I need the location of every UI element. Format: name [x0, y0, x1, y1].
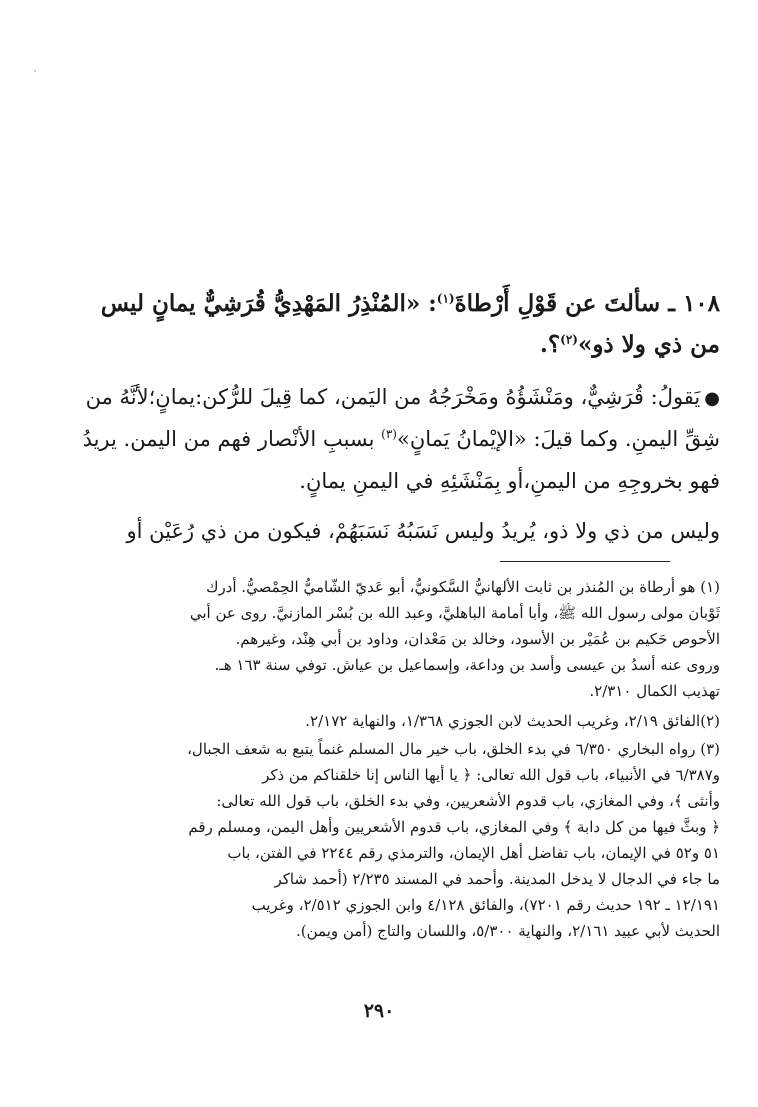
footnote-3-line-3: وأنثى ﴾، وفي المغازي، باب قدوم الأشعريين، وفي بدء الخلق، باب قول الله تعالى:: [216, 792, 720, 810]
scan-speck: [34, 70, 36, 72]
footnote-1-line-3: الأحوص حَكيم بن عُمَيْر بن الأسود، وخالد بن مَعْدان، وداود بن أبي هِنْد، وغيرهم.: [235, 630, 720, 648]
answer-text-2a: شِقِّ اليمنِ. وكما قيلَ: «الإيْمانُ يَمانٍ»: [396, 427, 720, 451]
footnote-3-line-1: (٣) رواه البخاري ٦/٣٥٠ في بدء الخلق، باب خير مال المسلم غنماً يتبع به شعف الجبال،: [187, 740, 720, 758]
footnote-3-line-2: و٦/٣٨٧ في الأنبياء، باب قول الله تعالى: ﴿ يا أيها الناس إنا خلقناكم من ذكر: [262, 766, 720, 784]
footnote-3-line-8: الحديث لأبي عبيد ٢/١٦١، والنهاية ٥/٣٠٠، واللسان والتاج (أمن ويمن).: [296, 922, 720, 940]
footnote-1-line-2: ثَوْبان مولى رسول الله ﷺ، وأبا أمامة الباهليَّ، وعبد الله بن بُسْر المازنيَّ. روى عن أبي: [189, 604, 720, 622]
heading-quote-end: من ذي ولا ذو»: [577, 331, 720, 358]
bullet-icon: ●: [704, 388, 720, 409]
footnote-ref-1[interactable]: (١): [436, 291, 455, 306]
answer-text-2b: بسببِ الأنْصار فهم من اليمن. يريدُ: [82, 427, 382, 451]
footnote-1-line-1: (١) هو أرطاة بن المُنذر بن ثابت الألهانيُّ السَّكونيُّ، أبو عَديّ الشّاميُّ الحِمْصيُّ. أدرك: [206, 578, 720, 596]
heading-quote: : «المُنْذِرُ المَهْدِيُّ قُرَشِيٌّ يمانٍ ليس: [100, 290, 437, 317]
footnote-1-line-5: تهذيب الكمال ٢/٣١٠.: [589, 682, 720, 700]
footnote-2-line-1: (٢)الفائق ٢/١٩، وغريب الحديث لابن الجوزي ١/٣٦٨، والنهاية ٢/١٧٢.: [305, 712, 720, 730]
footnote-ref-2[interactable]: (٢): [560, 332, 578, 347]
answer-text-1: يَقولُ: قُرَشِيٌّ، ومَنْشَؤُهُ ومَخْرَجُهُ من اليَمن، كما قِيلَ للرُّكن:يمانٍ؛لأنَّهُ من: [85, 385, 701, 409]
answer-line-3: فهو بخروجِهِ من اليمنِ،أو بِمَنْشَئِهِ في اليمنِ يمانٍ.: [299, 469, 720, 493]
footnote-3-line-5: ٥١ و٥٢ في الإيمان، باب تفاضل أهل الإيمان، والترمذي رقم ٢٢٤٤ في الفتن، باب: [227, 844, 720, 862]
heading-question-mark: ؟.: [539, 331, 561, 358]
footnote-separator: [500, 561, 670, 562]
footnote-3-line-4: ﴿ وبثَّ فيها من كل دابة ﴾ وفي المغازي، باب قدوم الأشعريين وأهل اليمن، ومسلم رقم: [188, 818, 720, 836]
footnote-1-line-4: وروى عنه أسدُ بن عيسى وأسد بن وداعة، وإسماعيل بن عياش. توفي سنة ١٦٣ هـ.: [214, 656, 720, 674]
footnote-3-line-6: ما جاء في الدجال لا يدخل المدينة. وأحمد في المسند ٢/٢٣٥ (أحمد شاكر: [274, 870, 720, 888]
footnote-ref-3[interactable]: (٣): [381, 427, 397, 441]
question-heading-line-2: [68, 324, 720, 366]
answer-line-1: [68, 376, 720, 420]
footnote-3-line-7: ١٢/١٩١ ـ ١٩٢ حديث رقم ٧٢٠١)، والفائق ٤/١٢٨ وابن الجوزي ٢/٥١٢، وغريب: [251, 896, 720, 914]
answer-line-2: [68, 418, 720, 460]
question-heading-line-1: [68, 283, 720, 325]
page-number: ٢٩٠: [363, 1000, 395, 1022]
paragraph-2-line-1: وليس من ذي ولا ذو، يُريدُ وليس نَسَبُهُ نَسَبَهُمْ، فيكون من ذي رُعَيْن أو: [126, 519, 720, 543]
heading-intro: ١٠٨ ـ سألتَ عن قَوْلِ أَرْطاةَ: [454, 290, 720, 317]
